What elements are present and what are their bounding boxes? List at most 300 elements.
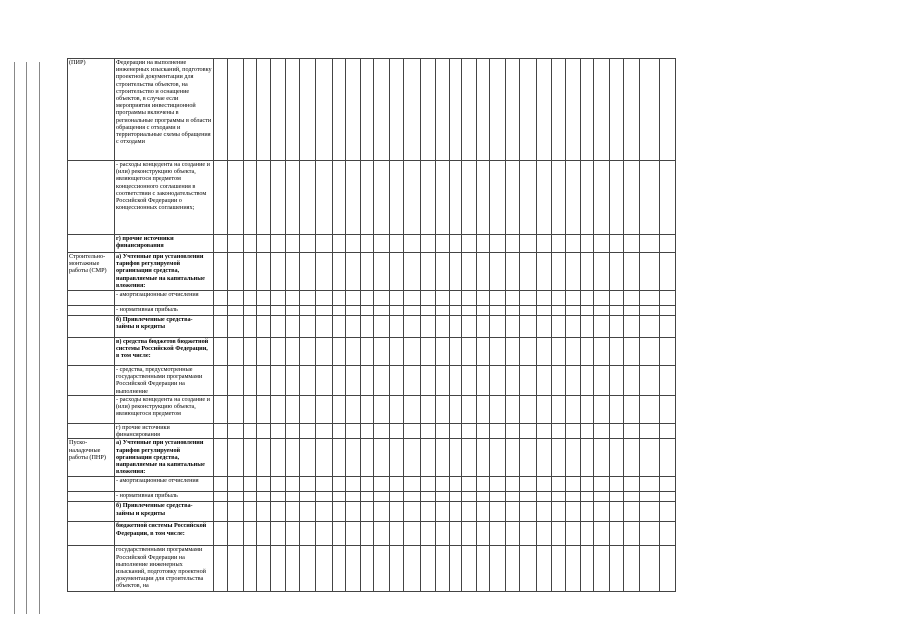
value-cell [660, 522, 676, 546]
value-cell [286, 59, 300, 161]
table-row [68, 161, 676, 235]
value-cell [346, 424, 361, 439]
value-cell [462, 338, 477, 366]
value-cell [244, 424, 257, 439]
value-cell [660, 59, 676, 161]
value-cell [610, 439, 624, 477]
value-cell [462, 502, 477, 522]
value-cell [566, 59, 581, 161]
value-cell [594, 477, 610, 492]
value-cell [333, 522, 346, 546]
value-cell [537, 338, 552, 366]
value-cell [640, 235, 660, 253]
value-cell [361, 306, 374, 316]
value-cell [300, 338, 316, 366]
value-cell [271, 439, 286, 477]
value-cell [286, 291, 300, 306]
funding-source-cell: - расходы концедента на создание и (или) реконструкцию объекта, являющегося предметом [115, 396, 214, 424]
value-cell [390, 291, 404, 306]
value-cell [374, 316, 390, 338]
funding-source-cell: Федерации на выполнение инженерных изысканий, подготовку проектной документации для строительства объектов, на строительство и оснащение объектов, в случае если мероприятия инвестиционной программы включены в региональные программы в области обращения с отходами и территориальные схемы обращения с отходами [115, 59, 214, 161]
value-cell [594, 253, 610, 291]
value-cell [374, 424, 390, 439]
value-cell [537, 59, 552, 161]
value-cell [271, 161, 286, 235]
value-cell [552, 522, 566, 546]
value-cell [214, 396, 228, 424]
value-cell [436, 59, 450, 161]
value-cell [660, 502, 676, 522]
value-cell [271, 291, 286, 306]
value-cell [462, 316, 477, 338]
value-cell [640, 253, 660, 291]
table-row [68, 306, 676, 316]
value-cell [404, 253, 421, 291]
funding-source-cell: бюджетной системы Российской Федерации, в том числе: [115, 522, 214, 546]
value-cell [286, 396, 300, 424]
value-cell [346, 316, 361, 338]
value-cell [316, 161, 333, 235]
value-cell [640, 439, 660, 477]
value-cell [537, 291, 552, 306]
value-cell [552, 161, 566, 235]
value-cell [346, 161, 361, 235]
value-cell [477, 492, 490, 502]
value-cell [660, 396, 676, 424]
value-cell [333, 396, 346, 424]
value-cell [450, 492, 462, 502]
value-cell [346, 366, 361, 396]
table-row [68, 522, 676, 546]
value-cell [640, 492, 660, 502]
value-cell [520, 338, 537, 366]
value-cell [390, 161, 404, 235]
stage-cell [68, 546, 115, 592]
value-cell [390, 439, 404, 477]
value-cell [594, 396, 610, 424]
value-cell [214, 338, 228, 366]
value-cell [436, 424, 450, 439]
value-cell [566, 439, 581, 477]
value-cell [490, 522, 506, 546]
value-cell [244, 366, 257, 396]
value-cell [244, 291, 257, 306]
stage-cell [68, 306, 115, 316]
value-cell [462, 366, 477, 396]
value-cell [552, 546, 566, 592]
value-cell [300, 253, 316, 291]
value-cell [506, 477, 520, 492]
value-cell [566, 477, 581, 492]
value-cell [506, 502, 520, 522]
value-cell [490, 291, 506, 306]
value-cell [462, 492, 477, 502]
value-cell [228, 161, 244, 235]
value-cell [624, 161, 640, 235]
value-cell [300, 396, 316, 424]
value-cell [490, 366, 506, 396]
value-cell [624, 306, 640, 316]
value-cell [286, 235, 300, 253]
value-cell [333, 492, 346, 502]
value-cell [490, 235, 506, 253]
value-cell [421, 477, 436, 492]
value-cell [462, 439, 477, 477]
value-cell [286, 306, 300, 316]
value-cell [214, 253, 228, 291]
value-cell [520, 59, 537, 161]
value-cell [581, 492, 594, 502]
value-cell [333, 502, 346, 522]
value-cell [436, 477, 450, 492]
stage-cell [68, 492, 115, 502]
value-cell [271, 338, 286, 366]
value-cell [520, 366, 537, 396]
value-cell [257, 235, 271, 253]
value-cell [286, 439, 300, 477]
table-row [68, 546, 676, 592]
margin-line [26, 62, 27, 614]
value-cell [421, 291, 436, 306]
value-cell [316, 424, 333, 439]
value-cell [566, 235, 581, 253]
value-cell [300, 316, 316, 338]
value-cell [477, 338, 490, 366]
value-cell [594, 502, 610, 522]
value-cell [594, 546, 610, 592]
funding-source-cell: - нормативная прибыль [115, 492, 214, 502]
value-cell [333, 439, 346, 477]
stage-cell [68, 396, 115, 424]
value-cell [566, 291, 581, 306]
value-cell [374, 59, 390, 161]
value-cell [490, 502, 506, 522]
value-cell [506, 235, 520, 253]
value-cell [316, 366, 333, 396]
value-cell [610, 424, 624, 439]
value-cell [436, 546, 450, 592]
value-cell [640, 306, 660, 316]
value-cell [361, 477, 374, 492]
funding-source-cell: - средства, предусмотренные государственными программами Российской Федерации на выполнение [115, 366, 214, 396]
value-cell [490, 316, 506, 338]
value-cell [624, 396, 640, 424]
value-cell [490, 477, 506, 492]
table-row [68, 396, 676, 424]
value-cell [477, 424, 490, 439]
value-cell [490, 424, 506, 439]
value-cell [610, 546, 624, 592]
value-cell [421, 396, 436, 424]
value-cell [300, 477, 316, 492]
value-cell [404, 366, 421, 396]
value-cell [450, 161, 462, 235]
value-cell [346, 477, 361, 492]
value-cell [244, 502, 257, 522]
table-row [68, 253, 676, 291]
value-cell [624, 502, 640, 522]
value-cell [436, 161, 450, 235]
value-cell [506, 439, 520, 477]
value-cell [346, 306, 361, 316]
funding-source-cell: государственными программами Российской Федерации на выполнение инженерных изысканий, подготовку проектной документации для строительства объектов, на [115, 546, 214, 592]
value-cell [624, 59, 640, 161]
value-cell [537, 546, 552, 592]
value-cell [361, 424, 374, 439]
stage-cell: Строительно-монтажные работы (СМР) [68, 253, 115, 291]
value-cell [477, 366, 490, 396]
value-cell [610, 502, 624, 522]
value-cell [244, 235, 257, 253]
value-cell [390, 59, 404, 161]
value-cell [214, 522, 228, 546]
table-row [68, 477, 676, 492]
value-cell [374, 291, 390, 306]
value-cell [300, 522, 316, 546]
margin-line [14, 62, 15, 614]
value-cell [333, 306, 346, 316]
stage-cell [68, 522, 115, 546]
value-cell [520, 316, 537, 338]
value-cell [640, 522, 660, 546]
value-cell [361, 492, 374, 502]
value-cell [228, 546, 244, 592]
value-cell [404, 546, 421, 592]
value-cell [244, 253, 257, 291]
value-cell [490, 439, 506, 477]
value-cell [421, 439, 436, 477]
value-cell [640, 396, 660, 424]
value-cell [477, 253, 490, 291]
value-cell [506, 424, 520, 439]
value-cell [537, 306, 552, 316]
value-cell [421, 424, 436, 439]
value-cell [316, 546, 333, 592]
value-cell [566, 546, 581, 592]
value-cell [624, 338, 640, 366]
value-cell [316, 291, 333, 306]
value-cell [624, 546, 640, 592]
value-cell [404, 338, 421, 366]
value-cell [361, 59, 374, 161]
value-cell [477, 59, 490, 161]
value-cell [361, 502, 374, 522]
value-cell [462, 161, 477, 235]
value-cell [244, 161, 257, 235]
value-cell [566, 316, 581, 338]
value-cell [361, 396, 374, 424]
value-cell [537, 396, 552, 424]
value-cell [361, 522, 374, 546]
value-cell [333, 477, 346, 492]
value-cell [257, 306, 271, 316]
value-cell [490, 338, 506, 366]
value-cell [520, 502, 537, 522]
funding-source-cell: а) Учтенные при установлении тарифов регулируемой организации средства, направляемые на капитальные вложения: [115, 439, 214, 477]
value-cell [581, 424, 594, 439]
table-row [68, 424, 676, 439]
value-cell [333, 161, 346, 235]
value-cell [286, 253, 300, 291]
value-cell [660, 253, 676, 291]
value-cell [566, 396, 581, 424]
value-cell [506, 306, 520, 316]
value-cell [214, 59, 228, 161]
value-cell [316, 502, 333, 522]
stage-cell [68, 477, 115, 492]
value-cell [506, 366, 520, 396]
value-cell [477, 522, 490, 546]
value-cell [640, 161, 660, 235]
margin-line [39, 62, 40, 614]
value-cell [346, 291, 361, 306]
value-cell [361, 546, 374, 592]
value-cell [286, 492, 300, 502]
value-cell [300, 546, 316, 592]
value-cell [581, 477, 594, 492]
value-cell [552, 396, 566, 424]
value-cell [552, 59, 566, 161]
value-cell [537, 366, 552, 396]
value-cell [346, 396, 361, 424]
value-cell [506, 546, 520, 592]
value-cell [228, 522, 244, 546]
value-cell [228, 396, 244, 424]
value-cell [257, 338, 271, 366]
value-cell [610, 396, 624, 424]
value-cell [421, 253, 436, 291]
value-cell [346, 522, 361, 546]
value-cell [244, 492, 257, 502]
value-cell [594, 161, 610, 235]
value-cell [286, 338, 300, 366]
value-cell [286, 424, 300, 439]
value-cell [640, 502, 660, 522]
value-cell [520, 522, 537, 546]
value-cell [300, 424, 316, 439]
value-cell [404, 477, 421, 492]
value-cell [346, 235, 361, 253]
value-cell [374, 492, 390, 502]
value-cell [271, 492, 286, 502]
value-cell [610, 316, 624, 338]
value-cell [462, 424, 477, 439]
value-cell [390, 253, 404, 291]
value-cell [390, 424, 404, 439]
value-cell [271, 477, 286, 492]
value-cell [300, 161, 316, 235]
value-cell [450, 253, 462, 291]
value-cell [462, 235, 477, 253]
value-cell [462, 396, 477, 424]
value-cell [257, 396, 271, 424]
value-cell [552, 253, 566, 291]
value-cell [300, 306, 316, 316]
value-cell [624, 291, 640, 306]
value-cell [228, 291, 244, 306]
value-cell [346, 59, 361, 161]
value-cell [462, 546, 477, 592]
value-cell [257, 253, 271, 291]
value-cell [333, 546, 346, 592]
funding-source-cell: г) прочие источники финансирования [115, 235, 214, 253]
value-cell [552, 316, 566, 338]
value-cell [436, 306, 450, 316]
value-cell [610, 161, 624, 235]
financing-table [67, 58, 676, 592]
value-cell [624, 424, 640, 439]
value-cell [490, 253, 506, 291]
value-cell [660, 492, 676, 502]
value-cell [552, 492, 566, 502]
value-cell [257, 316, 271, 338]
value-cell [477, 477, 490, 492]
value-cell [660, 424, 676, 439]
value-cell [610, 338, 624, 366]
value-cell [640, 424, 660, 439]
value-cell [520, 161, 537, 235]
value-cell [660, 366, 676, 396]
value-cell [316, 59, 333, 161]
value-cell [361, 291, 374, 306]
value-cell [581, 59, 594, 161]
value-cell [421, 235, 436, 253]
value-cell [462, 477, 477, 492]
value-cell [581, 439, 594, 477]
value-cell [228, 235, 244, 253]
value-cell [214, 366, 228, 396]
value-cell [421, 546, 436, 592]
value-cell [477, 396, 490, 424]
funding-source-cell: в) средства бюджетов бюджетной системы Российской Федерации, в том числе: [115, 338, 214, 366]
value-cell [271, 396, 286, 424]
value-cell [520, 477, 537, 492]
value-cell [214, 235, 228, 253]
value-cell [361, 366, 374, 396]
value-cell [390, 396, 404, 424]
stage-cell [68, 338, 115, 366]
value-cell [404, 522, 421, 546]
value-cell [450, 424, 462, 439]
value-cell [537, 316, 552, 338]
value-cell [390, 522, 404, 546]
value-cell [436, 502, 450, 522]
value-cell [404, 161, 421, 235]
value-cell [640, 291, 660, 306]
table-row [68, 366, 676, 396]
value-cell [436, 291, 450, 306]
value-cell [374, 161, 390, 235]
value-cell [271, 316, 286, 338]
value-cell [624, 253, 640, 291]
value-cell [610, 59, 624, 161]
value-cell [257, 439, 271, 477]
value-cell [228, 253, 244, 291]
value-cell [581, 291, 594, 306]
value-cell [450, 366, 462, 396]
value-cell [244, 59, 257, 161]
value-cell [271, 546, 286, 592]
value-cell [300, 59, 316, 161]
value-cell [286, 161, 300, 235]
value-cell [477, 161, 490, 235]
value-cell [271, 253, 286, 291]
value-cell [624, 477, 640, 492]
value-cell [244, 522, 257, 546]
table-row [68, 291, 676, 306]
value-cell [624, 366, 640, 396]
value-cell [490, 396, 506, 424]
